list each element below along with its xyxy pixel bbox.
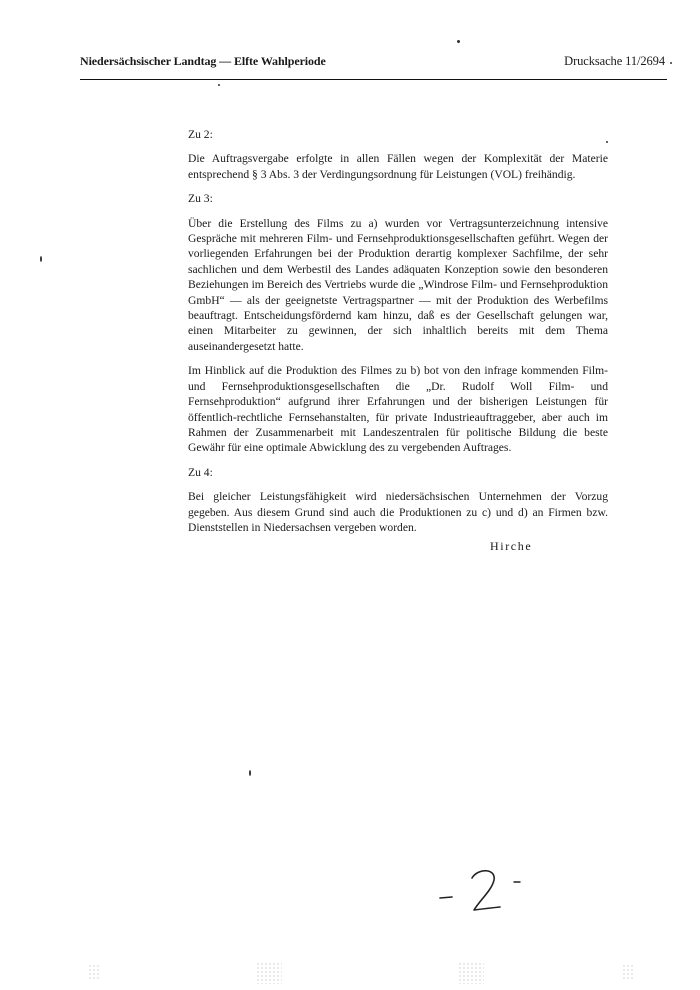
scan-noise — [88, 964, 100, 980]
scan-speck — [457, 40, 460, 43]
header-parliament-title: Niedersächsischer Landtag — Elfte Wahlperiode — [80, 54, 326, 68]
header-document-number: Drucksache 11/2694 — [564, 54, 665, 68]
scan-noise — [458, 962, 484, 984]
header-divider — [80, 79, 667, 80]
scan-noise — [256, 962, 282, 984]
paragraph-zu-4: Bei gleicher Leistungsfähigkeit wird niedersächsischen Unternehmen der Vorzug gegeben. Aus diesem Grund sind auch die Produktionen zu c) und d) an Firmen bzw. Dienststellen in Niedersachsen vergeben worden. — [188, 490, 608, 534]
paragraph-zu-3-second: Im Hinblick auf die Produktion des Filmes zu b) bot von den infrage kommenden Film- und Fernsehproduktionsgesellschaften die „Dr. Rudolf Woll Film- und Fernsehproduktion“ aufgrund ihrer Erfahrungen und der bisherigen Leistungen für öffentlich-rechtliche Fernsehanstalten, für private Industrieauftraggeber, aber auch im Rahmen der Zusammenarbeit mit Landeszentralen für politische Bildung die beste Gewähr für eine optimale Abwicklung des zu vergebenden Auftrages. — [188, 364, 608, 455]
scan-speck — [218, 84, 220, 86]
section-heading-zu-4: Zu 4: — [188, 465, 213, 479]
document-body — [188, 127, 608, 535]
handwritten-page-number — [430, 860, 540, 920]
paragraph-zu-2: Die Auftragsvergabe erfolgte in allen Fällen wegen der Komplexität der Materie entsprechend § 3 Abs. 3 der Verdingungsordnung für Leistungen (VOL) freihändig. — [188, 152, 608, 181]
scan-speck — [670, 62, 672, 64]
scan-speck — [40, 256, 42, 262]
signature-name: Hirche — [490, 539, 533, 553]
section-heading-zu-2: Zu 2: — [188, 128, 213, 141]
scan-speck — [249, 770, 251, 776]
paragraph-zu-3-first: Über die Erstellung des Films zu a) wurden vor Vertragsunterzeichnung intensive Gespräche mit mehreren Film- und Fernsehproduktionsgesellschaften geführt. Wegen der vorliegenden Erfahrungen bei der Produktion derartig komplexer Sachfilme, der sehr sachlichen und dem Werbestil des Landes adäquaten Konzeption sowie den besonderen Beziehungen im Bereich des Vertriebs wurde die „Windrose Film- und Fernsehproduktion GmbH“ — als der geeignetste Vertragspartner — mit der Produktion des Werbefilms beauftragt. Entscheidungsfördernd kam hinzu, daß es der Gesellschaft gelungen war, einen Mitarbeiter zu gewinnen, der sich inhaltlich bereits mit dem Thema auseinandergesetzt hatte. — [188, 216, 608, 353]
section-heading-zu-3: Zu 3: — [188, 192, 213, 206]
page-header — [80, 54, 665, 70]
scan-noise — [622, 964, 634, 980]
scan-speck — [606, 141, 608, 143]
